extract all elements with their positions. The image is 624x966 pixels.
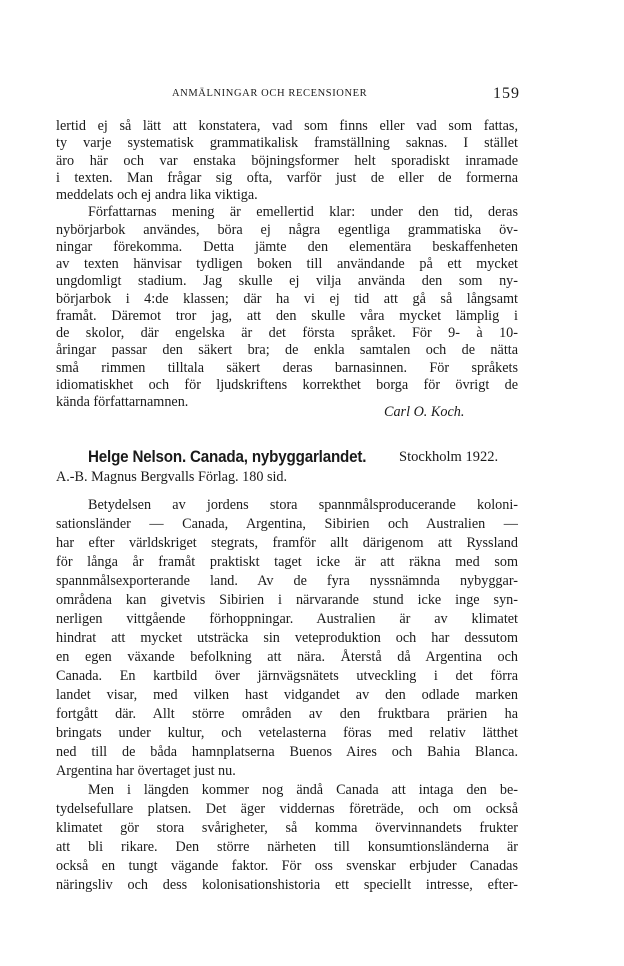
text-line: äro här och var enstaka böjningsformer helt sporadiskt inramade [56, 152, 518, 169]
text-line: Argentina har övertaget just nu. [56, 763, 236, 779]
text-line: kända författarnamnen. [56, 394, 189, 410]
text-line: ningar förekomma. Detta jämte den elementära beskaffenheten [56, 238, 518, 255]
text-line: ungdomligt stadium. Jag skulle ej vilja använda den som ny- [56, 273, 518, 290]
text-line: för långa år framåt praktiskt taget icke är att räkna med som [56, 554, 518, 570]
text-line: hindrat att mycket utsträcka sin veteproduktion och har dessutom [56, 630, 518, 646]
text-line: framåt. Däremot tror jag, att den skulle våra mycket lämplig i [56, 307, 518, 324]
text-line: i texten. Man frågar sig ofta, varför just de eller de formerna [56, 169, 518, 186]
text-line: Betydelsen av jordens stora spannmålsproducerande koloni- [88, 497, 518, 513]
page-number: 159 [493, 85, 520, 102]
publication-place-year: Stockholm 1922. [399, 449, 499, 465]
text-line: nybörjarbok användes, böra ej några egentliga grammatiska öv- [56, 221, 518, 238]
text-line: att bli rikare. Den större närheten till konsumtionsländerna är [56, 839, 518, 855]
text-line: har efter världskriget stegrats, framför allt därigenom att Ryssland [56, 535, 518, 551]
text-line: Författarnas mening är emellertid klar: under den tid, deras [88, 204, 518, 221]
text-line: områdena kan givetvis Sibirien i närvarande stund icke inge syn- [56, 592, 518, 608]
text-line: bringats under kultur, och vetelasterna föras med relativ lätthet [56, 725, 518, 741]
text-line: Men i längden kommer nog ändå Canada att intaga den be- [88, 782, 518, 798]
text-line: nerligen vittgående förhoppningar. Australien är av klimatet [56, 611, 518, 627]
running-title: ANMÄLNINGAR OCH RECENSIONER [172, 88, 368, 99]
text-line: ned till de båda hamnplatserna Buenos Aires och Bahia Blanca. [56, 744, 518, 760]
text-line: också en tungt vägande faktor. För oss svenskar erbjuder Canadas [56, 858, 518, 874]
text-line: av texten hänvisar tydligen boken till användande på ett mycket [56, 256, 518, 272]
text-line: tydelsefullare platsen. Det äger viddernas företräde, och om också [56, 801, 518, 817]
text-line: börjarbok i 4:de klassen; där ha vi ej tid att gå så långsamt [56, 290, 518, 307]
text-line: lertid ej så lätt att konstatera, vad som finns eller vad som fattas, [56, 118, 518, 134]
text-line: sationsländer — Canada, Argentina, Sibirien och Australien — [56, 516, 518, 532]
text-line: landet visar, med vilken hast vidgandet av den odlade marken [56, 687, 518, 703]
text-line: Canada. En kartbild över järnvägsnätets utveckling i det förra [56, 668, 518, 684]
book-author-title: Helge Nelson. Canada, nybyggarlandet. [88, 448, 367, 466]
text-line: små rimmen tilltala säkert deras barnasinnen. För språkets [56, 359, 518, 376]
text-line: klimatet gör stora svårigheter, så komma övervinnandets frukter [56, 820, 518, 836]
text-line: de skolor, där engelska är det första språket. För 9- à 10- [56, 325, 518, 341]
review-signature: Carl O. Koch. [384, 404, 465, 420]
page-header [60, 85, 522, 104]
text-line: spannmålsexporterande land. Av de fyra nyssnämnda nybyggar- [56, 573, 518, 589]
text-line: fortgått där. Allt större områden av den fruktbara prärien ha [56, 706, 518, 722]
text-line: en egen växande befolkning att nära. Återstå då Argentina och [56, 649, 518, 665]
review-heading [88, 445, 520, 469]
publisher-line: A.-B. Magnus Bergvalls Förlag. 180 sid. [56, 469, 288, 485]
text-line: näringsliv och dess kolonisationshistoria ett speciellt intresse, efter- [56, 877, 518, 893]
text-line: meddelats och ej andra lika viktiga. [56, 187, 258, 203]
text-line: idiomatiskhet och för ljudskriftens korrekthet borga för övrigt de [56, 376, 518, 393]
text-line: ty varje systematisk grammatikalisk framställning saknas. I stället [56, 135, 518, 152]
text-line: åringar passar den säkert bra; de enkla samtalen och de nätta [56, 342, 518, 359]
